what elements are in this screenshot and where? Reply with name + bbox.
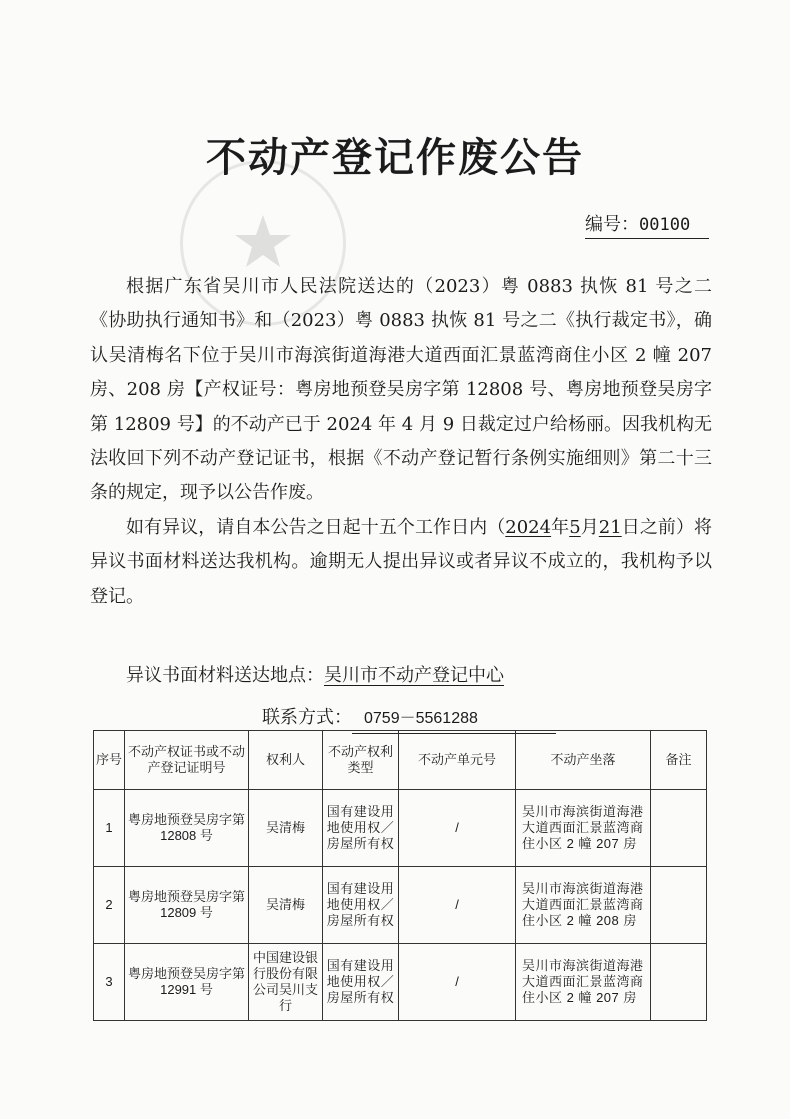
header-right-type: 不动产权利类型 [323,731,399,790]
row-certificate: 粤房地预登吴房字第 12809 号 [125,867,249,944]
header-unit-number: 不动产单元号 [399,731,516,790]
row-remark [651,790,707,867]
table-header-row [94,731,707,790]
page-title: 不动产登记作废公告 [206,134,584,181]
contact-label: 联系方式： [262,707,352,728]
row-location: 吴川市海滨街道海港大道西面汇景蓝湾商住小区 2 幢 207 房 [516,944,651,1021]
document-number-label: 编号： [585,214,639,235]
row-remark [651,944,707,1021]
header-certificate: 不动产权证书或不动产登记证明号 [125,731,249,790]
document-number [585,210,709,239]
notice-body [90,270,712,614]
row-index: 3 [94,944,125,1021]
certificate-table [93,730,707,1021]
objection-address-value: 吴川市不动产登记中心 [324,665,504,686]
row-location: 吴川市海滨街道海港大道西面汇景蓝湾商住小区 2 幢 207 房 [516,790,651,867]
table-row [94,867,707,944]
objection-address-label: 异议书面材料送达地点： [126,665,324,686]
row-index: 2 [94,867,125,944]
row-certificate: 粤房地预登吴房字第 12991 号 [125,944,249,1021]
paragraph-1: 根据广东省吴川市人民法院送达的（2023）粤 0883 执恢 81 号之二《协助执行通知书》和（2023）粤 0883 执恢 81 号之二《执行裁定书》，确认吴清梅名下位于吴川市海滨街道海港大道西面汇景蓝湾商住小区 2 幢 207 房、208 房【产权证号：粤房地预登吴房字第 12808 号、粤房地预登吴房字第 12809 号】的不动产已于 2024 年 4 月 9 日裁定过户给杨丽。因我机构无法收回下列不动产登记证书，根据《不动产登记暂行条例实施细则》第二十三条的规定，现予以公告作废。 [90,276,712,504]
row-location: 吴川市海滨街道海港大道西面汇景蓝湾商住小区 2 幢 208 房 [516,867,651,944]
row-holder: 中国建设银行股份有限公司吴川支行 [249,944,323,1021]
row-certificate: 粤房地预登吴房字第 12808 号 [125,790,249,867]
table-row [94,944,707,1021]
row-index: 1 [94,790,125,867]
row-unit-number: / [399,790,516,867]
header-location: 不动产坐落 [516,731,651,790]
row-right-type: 国有建设用地使用权／房屋所有权 [323,867,399,944]
row-unit-number: / [399,944,516,1021]
contact-value: 0759－5561288 [352,705,556,734]
header-index: 序号 [94,731,125,790]
row-right-type: 国有建设用地使用权／房屋所有权 [323,790,399,867]
paragraph-2: 如有异议，请自本公告之日起十五个工作日内（2024年5月21日之前）将异议书面材料送达我机构。逾期无人提出异议或者异议不成立的，我机构予以登记。 [90,516,713,607]
deadline-month: 5 [569,516,581,538]
document-number-value: 00100 [639,215,691,235]
row-unit-number: / [399,867,516,944]
row-remark [651,867,707,944]
row-right-type: 国有建设用地使用权／房屋所有权 [323,944,399,1021]
deadline-year: 2024 [505,516,552,538]
row-holder: 吴清梅 [249,867,323,944]
deadline-day: 21 [598,516,622,538]
header-remark: 备注 [651,731,707,790]
row-holder: 吴清梅 [249,790,323,867]
header-holder: 权利人 [249,731,323,790]
objection-address [126,662,504,690]
table-row [94,790,707,867]
